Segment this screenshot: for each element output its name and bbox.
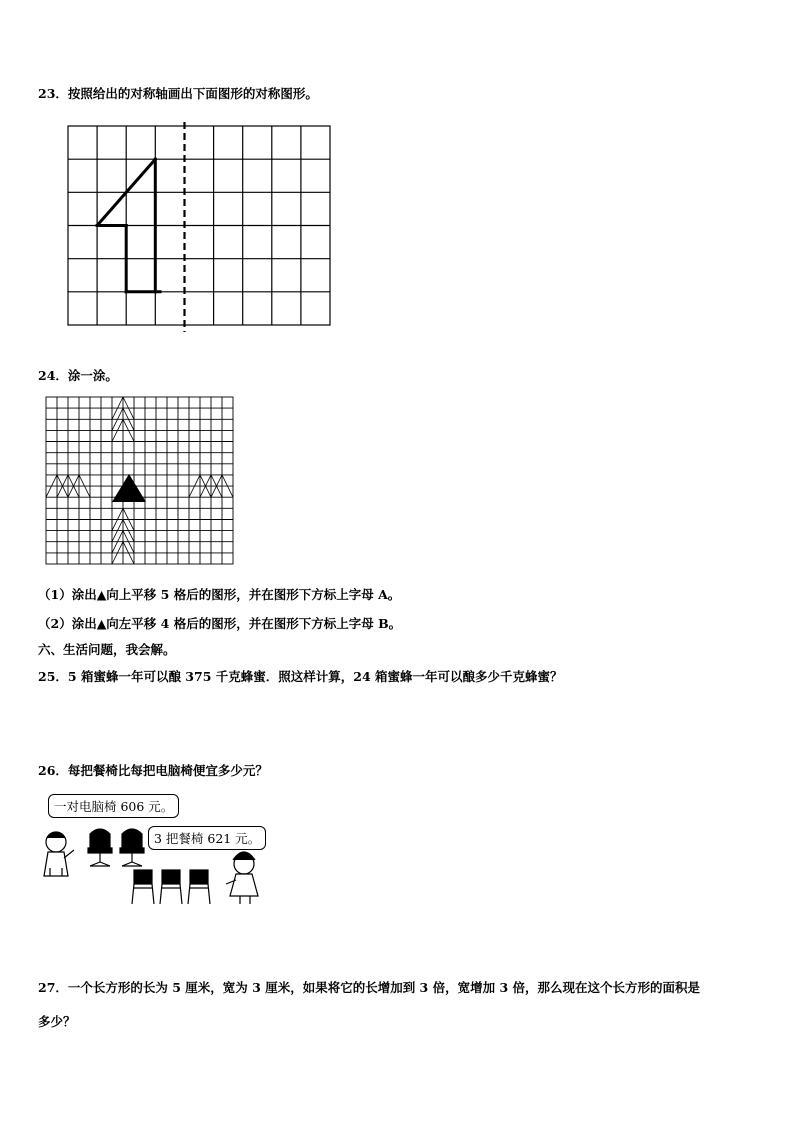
question-23-text: 23．按照给出的对称轴画出下面图形的对称图形。 [38,86,318,101]
question-27-line1: 27．一个长方形的长为 5 厘米，宽为 3 厘米，如果将它的长增加到 3 倍，宽增加 3 倍，那么现在这个长方形的面积是 [38,980,701,995]
question-25-text: 25．5 箱蜜蜂一年可以酿 375 千克蜂蜜．照这样计算，24 箱蜜蜂一年可以酿多少千克蜂蜜？ [38,669,563,684]
section-6-heading: 六、生活问题，我会解。 [38,642,176,657]
dining-chair-icon [160,870,182,904]
symmetry-grid-figure [60,118,340,338]
question-26-text: 26．每把餐椅比每把电脑椅便宜多少元？ [38,763,268,778]
question-26-illustration [38,788,288,910]
black-triangle [112,474,146,502]
girl-speech-bubble: 3 把餐椅 621 元。 [148,826,266,850]
translation-grid-figure [40,392,240,570]
question-24-text: 24．涂一涂。 [38,368,118,383]
question-27-line2: 多少？ [38,1014,76,1029]
boy-speech-bubble: 一对电脑椅 606 元。 [48,794,179,818]
dining-chair-icon [188,870,210,904]
dining-chair-icon [132,870,154,904]
question-24-sub2: （2）涂出▲向左平移 4 格后的图形，并在图形下方标上字母 B。 [38,616,402,631]
chairs-and-children-drawing [38,788,288,910]
computer-chair-icon [88,829,112,866]
question-24-sub1: （1）涂出▲向上平移 5 格后的图形，并在图形下方标上字母 A。 [38,587,401,602]
computer-chair-icon [120,829,144,866]
boy-figure [44,832,74,876]
girl-figure [226,852,258,904]
